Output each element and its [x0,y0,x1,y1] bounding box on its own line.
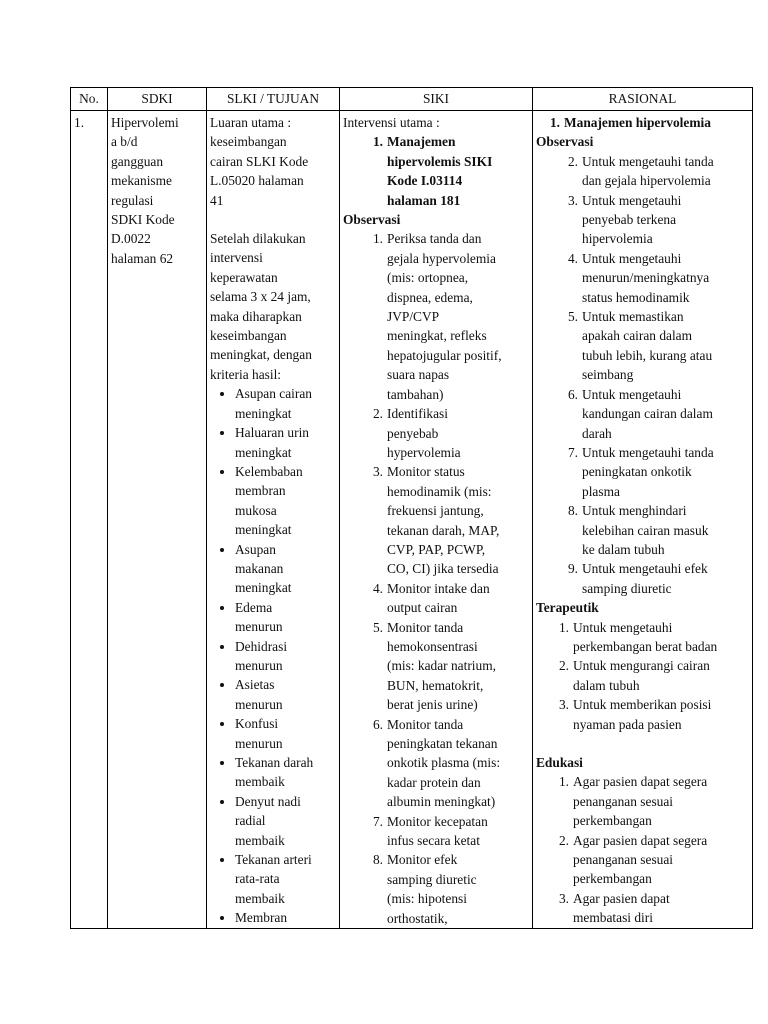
nursing-care-plan-table [70,87,753,929]
rasional-observasi-item [567,307,749,385]
cell-rasional [533,111,753,929]
slki-criteria-text: Asupan makanan meningkat [235,541,292,596]
rasional-terapeutik-list [536,618,749,734]
siki-observasi-label: Observasi [343,212,401,228]
siki-observasi-number: 7. [372,813,383,829]
slki-criteria-text: Tekanan darah membaik [235,755,314,790]
siki-observasi-list [343,229,529,928]
rasional-terapeutik-label: Terapeutik [536,600,599,616]
slki-criteria-text: Edema menurun [235,599,283,635]
slki-criteria-text: Asietas menurun [235,677,283,712]
siki-observasi-item [372,850,529,928]
siki-observasi-text: Monitor kecepatan infus secara ketat [387,813,488,849]
rasional-observasi-item [567,191,749,249]
rasional-observasi-number: 7. [567,444,578,460]
siki-observasi-number: 2. [372,406,383,422]
rasional-observasi-item [567,385,749,443]
rasional-edukasi-list [536,772,749,927]
siki-observasi-text: Identifikasi penyebab hypervolemia [387,406,461,460]
rasional-observasi-text: Untuk mengetauhi efek samping diuretic [582,561,708,596]
slki-criteria-item [235,753,336,792]
rasional-terapeutik-item [558,656,749,695]
rasional-observasi-text: Untuk memastikan apakah cairan dalam tubuh lebih, kurang atau seimbang [582,309,713,383]
rasional-terapeutik-number: 3. [558,697,569,713]
siki-observasi-text: Monitor intake dan output cairan [387,580,490,616]
rasional-edukasi-label: Edukasi [536,755,583,770]
slki-intro: Setelah dilakukan intervensi keperawatan selama 3 x 24 jam, maka diharapkan keseimbangan meningkat, dengan kriteria hasil: [210,231,312,382]
cell-no [71,111,108,929]
rasional-terapeutik-number: 2. [558,658,569,674]
siki-observasi-text: Monitor tanda hemokonsentrasi (mis: kadar natrium, BUN, hematokrit, berat jenis urine) [387,619,496,713]
rasional-observasi-text: Untuk mengetauhi tanda peningkatan onkotik plasma [582,444,714,499]
slki-criteria-text: Membran [235,910,288,926]
siki-observasi-number: 5. [372,619,383,635]
rasional-terapeutik-text: Untuk mengurangi cairan dalam tubuh [573,658,710,693]
slki-criteria-item [235,540,336,598]
siki-observasi-item [372,404,529,462]
slki-criteria-item [235,462,336,540]
siki-observasi-number: 8. [372,852,383,868]
rasional-observasi-text: Untuk mengetauhi kandungan cairan dalam darah [582,386,713,441]
rasional-observasi-number: 2. [567,153,578,169]
rasional-observasi-item [567,152,749,191]
header-no: No. [71,88,108,111]
rasional-observasi-item [567,249,749,307]
rasional-edukasi-item [558,772,749,830]
rasional-edukasi-item [558,889,749,928]
siki-main-item [372,132,529,210]
header-row [71,88,753,111]
slki-criteria-text: Kelembaban membran mukosa meningkat [235,463,303,538]
rasional-observasi-text: Untuk menghindari kelebihan cairan masuk ke dalam tubuh [582,503,709,557]
slki-criteria-text: Denyut nadi radial membaik [235,793,301,848]
rasional-observasi-text: Untuk mengetauhi menurun/meningkatnya status hemodinamik [582,250,710,305]
rasional-edukasi-text: Agar pasien dapat membatasi diri [573,890,670,926]
rasional-title-item [549,113,749,132]
rasional-terapeutik-number: 1. [558,619,569,635]
siki-observasi-item [372,618,529,715]
cell-slki [207,111,340,929]
rasional-terapeutik-text: Untuk mengetauhi perkembangan berat badan [573,619,718,654]
siki-observasi-text: Monitor efek samping diuretic (mis: hipotensi orthostatik, [387,852,477,926]
rasional-observasi-number: 8. [567,503,578,519]
siki-observasi-text: Monitor status hemodinamik (mis: frekuensi jantung, tekanan darah, MAP, CVP, PAP, PCWP, CO, CI) jika tersedia [387,464,500,577]
slki-criteria-text: Konfusi menurun [235,716,283,751]
siki-main-title: Manajemen hipervolemis SIKI Kode I.03114 halaman 181 [387,134,493,208]
siki-observasi-item [372,462,529,578]
siki-main-list [343,132,529,210]
header-slki: SLKI / TUJUAN [207,88,340,111]
siki-label: Intervensi utama : [343,115,440,130]
slki-criteria-item [235,598,336,637]
header-siki: SIKI [340,88,533,111]
rasional-observasi-list [536,152,749,598]
rasional-observasi-number: 4. [567,250,578,266]
rasional-observasi-label: Observasi [536,134,594,150]
header-sdki: SDKI [108,88,207,111]
slki-criteria-item [235,714,336,753]
siki-main-number: 1. [372,134,383,150]
rasional-observasi-item [567,559,749,598]
table-row [71,111,753,929]
rasional-observasi-item [567,443,749,501]
rasional-observasi-number: 6. [567,386,578,402]
slki-criteria-item [235,850,336,908]
rasional-edukasi-number: 3. [558,890,569,906]
siki-observasi-item [372,715,529,812]
siki-observasi-text: Monitor tanda peningkatan tekanan onkotik plasma (mis: kadar protein dan albumin meningkat) [387,716,501,810]
siki-observasi-number: 6. [372,716,383,732]
rasional-observasi-item [567,501,749,559]
slki-luaran: Luaran utama : keseimbangan cairan SLKI Kode L.05020 halaman 41 [210,115,309,208]
rasional-observasi-number: 5. [567,309,578,325]
rasional-observasi-number: 3. [567,192,578,208]
siki-observasi-item [372,579,529,618]
header-rasional: RASIONAL [533,88,753,111]
rasional-terapeutik-text: Untuk memberikan posisi nyaman pada pasien [573,697,712,732]
slki-criteria-item [235,384,336,423]
row-number: 1. [74,115,85,130]
rasional-title-number: 1. [549,115,560,130]
rasional-title: Manajemen hipervolemia [564,115,711,130]
slki-criteria-item [235,637,336,676]
sdki-diagnosis: Hipervolemi a b/d gangguan mekanisme regulasi SDKI Kode D.0022 halaman 62 [111,115,179,266]
slki-criteria-item [235,792,336,850]
slki-criteria-text: Dehidrasi menurun [235,638,288,673]
rasional-terapeutik-item [558,618,749,657]
slki-criteria-item [235,423,336,462]
cell-sdki [108,111,207,929]
siki-observasi-item [372,229,529,404]
slki-criteria-item [235,908,336,927]
cell-siki [340,111,533,929]
siki-observasi-item [372,812,529,851]
slki-criteria-text: Haluaran urin meningkat [235,425,309,460]
slki-criteria-text: Asupan cairan meningkat [235,386,312,421]
rasional-observasi-text: Untuk mengetauhi penyebab terkena hipervolemia [582,192,682,247]
rasional-edukasi-text: Agar pasien dapat segera penanganan sesuai perkembangan [573,774,708,829]
rasional-observasi-text: Untuk mengetauhi tanda dan gejala hipervolemia [582,153,714,189]
rasional-edukasi-text: Agar pasien dapat segera penanganan sesuai perkembangan [573,832,708,887]
rasional-edukasi-number: 1. [558,774,569,790]
slki-criteria-text: Tekanan arteri rata-rata membaik [235,852,312,906]
siki-observasi-number: 1. [372,231,383,247]
rasional-edukasi-item [558,831,749,889]
siki-observasi-number: 4. [372,580,383,596]
rasional-observasi-number: 9. [567,561,578,577]
slki-criteria-item [235,675,336,714]
siki-observasi-number: 3. [372,464,383,480]
rasional-edukasi-number: 2. [558,832,569,848]
rasional-terapeutik-item [558,695,749,734]
siki-observasi-text: Periksa tanda dan gejala hypervolemia (mis: ortopnea, dispnea, edema, JVP/CVP meningkat, refleks hepatojugular positif, suara napas tambahan) [387,231,502,402]
rasional-title-list [536,113,749,132]
slki-criteria-list [210,384,336,927]
